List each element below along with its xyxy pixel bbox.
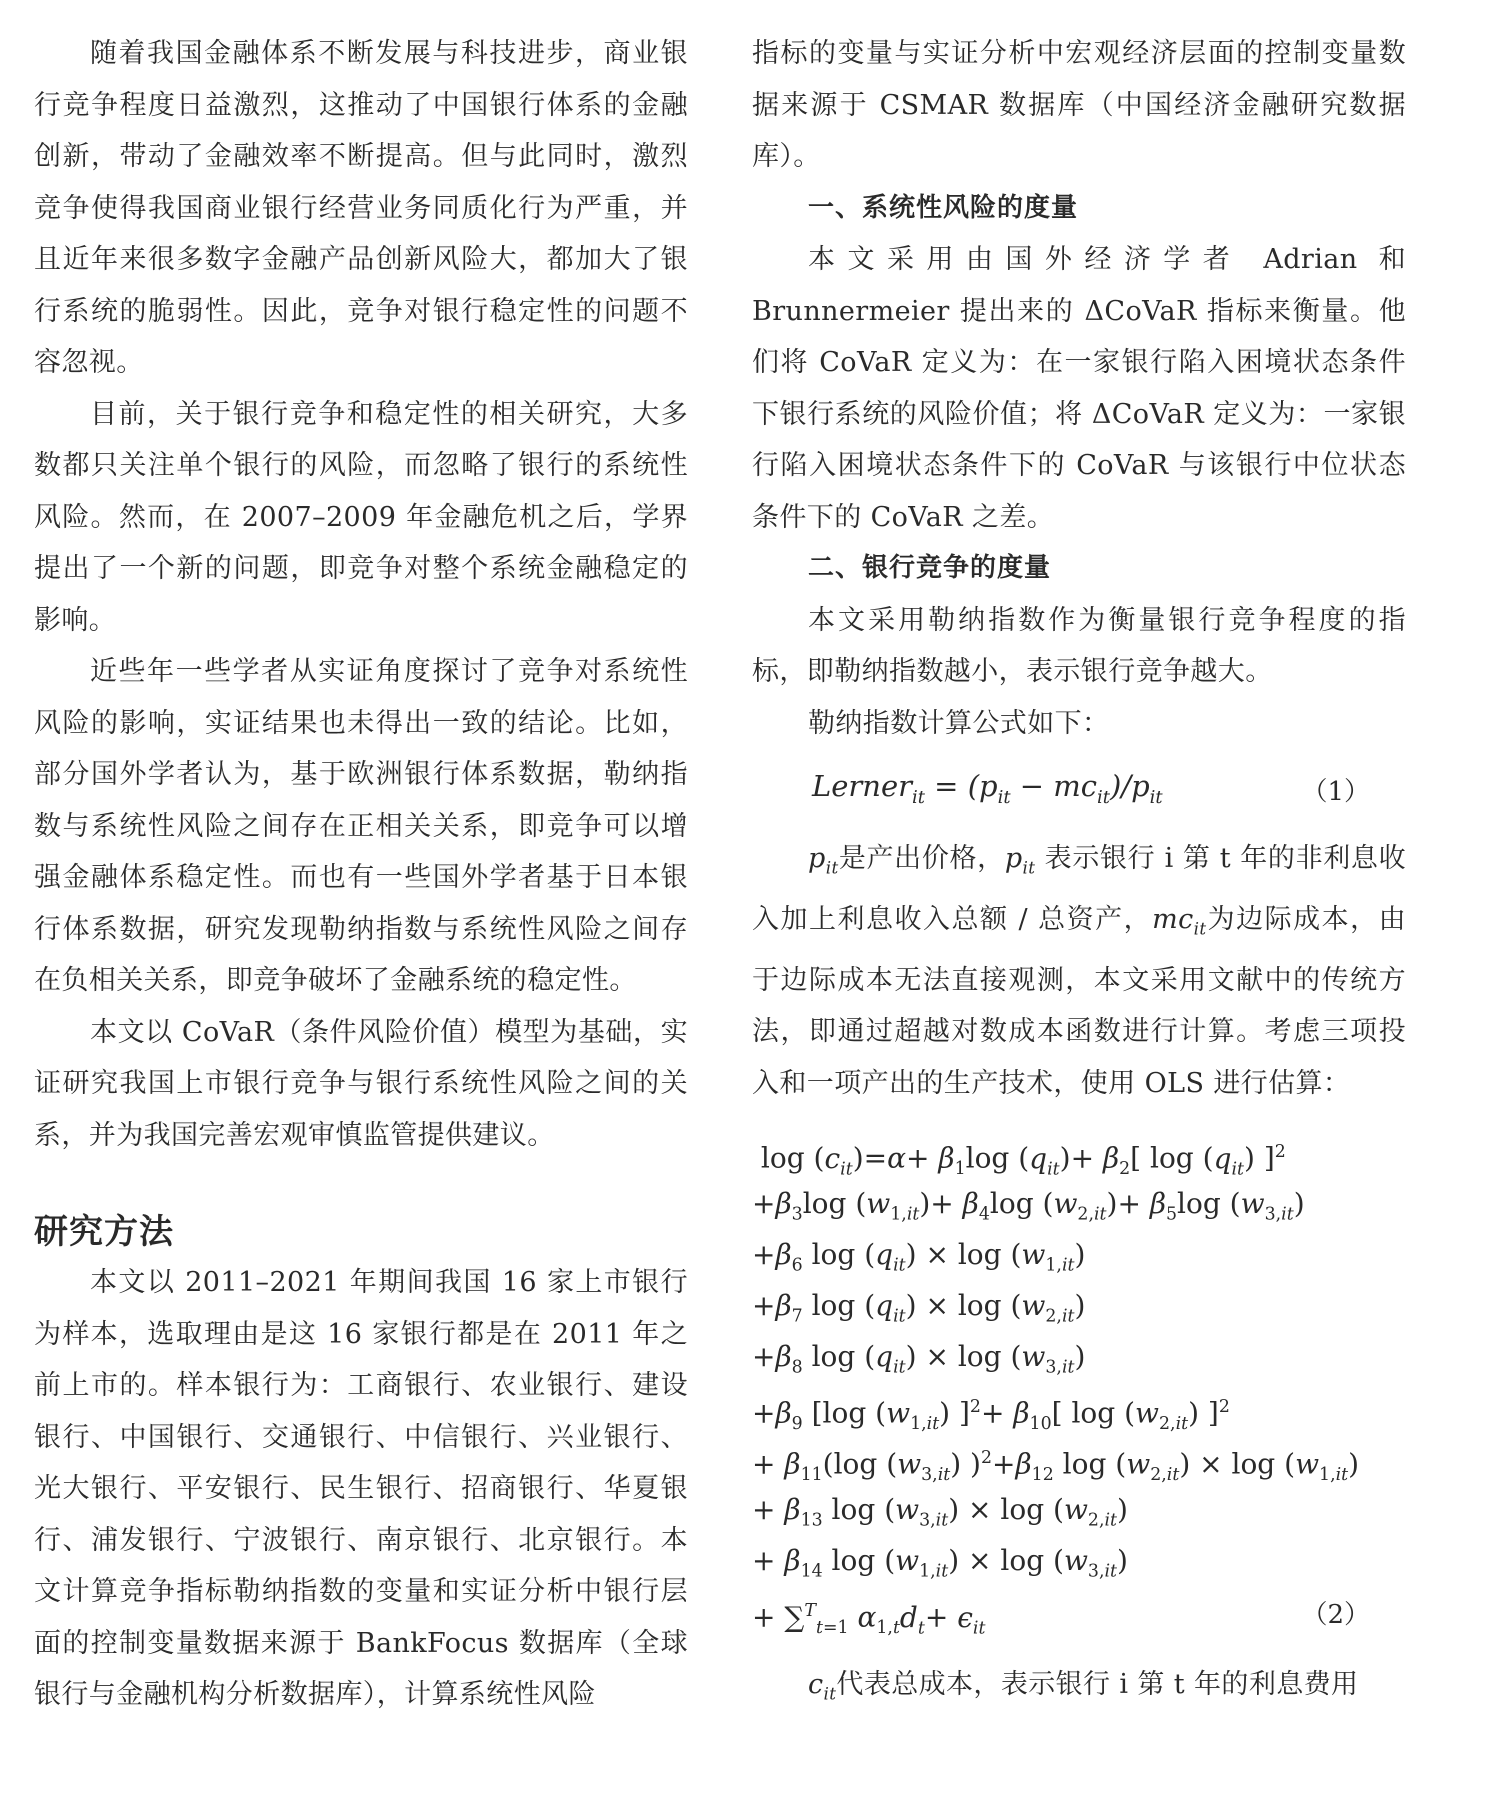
lerner-equation	[752, 757, 1406, 829]
translog-cost-equation	[752, 1127, 1406, 1637]
right-column	[752, 28, 1406, 1720]
translog-line-10: + ∑$^T_{t=1}$ $\alpha_{1,t}d_t+ \epsilon_{it}$	[752, 1600, 986, 1639]
translog-line-8: + $\beta_{13}$ $\log (w_{3,it}) \times \log (w_{2,it})$	[752, 1493, 1128, 1531]
symbol-mc-it: $mc_{it}$	[1152, 903, 1207, 939]
symbol-p-it: $p_{it}$	[808, 843, 839, 878]
methods-paragraph-continued: 指标的变量与实证分析中宏观经济层面的控制变量数据来源于 CSMAR 数据库（中国经济金融研究数据库）。	[752, 38, 1406, 172]
translog-line-9: + $\beta_{14}$ $\log (w_{1,it}) \times \log (w_{3,it})$	[752, 1544, 1128, 1582]
total-cost-paragraph: $c_{it}$代表总成本，表示银行 i 第 t 年的利息费用	[808, 1669, 1359, 1704]
intro-paragraph-3: 近些年一些学者从实证角度探讨了竞争对系统性风险的影响，实证结果也未得出一致的结论。比如，部分国外学者认为，基于欧洲银行体系数据，勒纳指数与系统性风险之间存在正相关关系，即竞争可以增强金融体系稳定性。而也有一些国外学者基于日本银行体系数据，研究发现勒纳指数与系统性风险之间存在负相关关系，即竞争破坏了金融系统的稳定性。	[34, 656, 688, 996]
methods-paragraph-1: 本文以 2011–2021 年期间我国 16 家上市银行为样本，选取理由是这 16 家银行都是在 2011 年之前上市的。样本银行为：工商银行、农业银行、建设银行、中国银行、交通银行、中信银行、兴业银行、光大银行、平安银行、民生银行、招商银行、华夏银行、浦发银行、宁波银行、南京银行、北京银行。本文计算竞争指标勒纳指数的变量和实证分析中银行层面的控制变量数据来源于 BankFocus 数据库（全球银行与金融机构分析数据库），计算系统性风险	[34, 1267, 688, 1710]
equation-number-1: （1）	[1301, 777, 1370, 807]
symbol-c-it: $c_{it}$	[808, 1669, 837, 1704]
equation-number-2: （2）	[1301, 1600, 1370, 1631]
translog-line-3: $+\beta_6$ $\log (q_{it}) \times \log (w_{1,it})$	[752, 1238, 1086, 1276]
translog-line-7: + $\beta_{11}(\log$ $(w_{3,it})$ )$^2+\beta_{12}$ $\log (w_{2,it}) \times \log (w_{1,it})$	[752, 1447, 1360, 1486]
intro-paragraph-1: 随着我国金融体系不断发展与科技进步，商业银行竞争程度日益激烈，这推动了中国银行体系的金融创新，带动了金融效率不断提高。但与此同时，激烈竞争使得我国商业银行经营业务同质化行为严重，并且近年来很多数字金融产品创新风险大，都加大了银行系统的脆弱性。因此，竞争对银行稳定性的问题不容忽视。	[34, 38, 688, 378]
lerner-intro-paragraph: 本文采用勒纳指数作为衡量银行竞争程度的指标，即勒纳指数越小，表示银行竞争越大。	[752, 604, 1406, 687]
subsection-title-competition: 二、银行竞争的度量	[808, 553, 1052, 583]
lerner-variables-paragraph: $p_{it}$是产出价格，$p_{it}$ 表示银行 i 第 t 年的非利息收入加上利息收入总额 / 总资产，$mc_{it}$为边际成本，由于边际成本无法直接观测，本文采用文献中的传统方法，即通过超越对数成本函数进行计算。考虑三项投入和一项产出的生产技术，使用 OLS 进行估算：	[752, 843, 1406, 1099]
covar-paragraph: 本文采用由国外经济学者 Adrian 和 Brunnermeier 提出来的 ΔCoVaR 指标来衡量。他们将 CoVaR 定义为：在一家银行陷入困境状态条件下银行系统的风险价值；将 ΔCoVaR 定义为：一家银行陷入困境状态条件下的 CoVaR 与该银行中位状态条件下的 CoVaR 之差。	[752, 244, 1406, 533]
subsection-title-systemic-risk: 一、系统性风险的度量	[808, 192, 1079, 223]
symbol-p-it-2: $p_{it}$	[1004, 843, 1036, 878]
translog-line-2: $+\beta_3\log$ $(w_{1,it})+ \beta_4\log$ $(w_{2,it})+ \beta_5\log$ $(w_{3,it})$	[752, 1187, 1305, 1225]
intro-paragraph-4: 本文以 CoVaR（条件风险价值）模型为基础，实证研究我国上市银行竞争与银行系统性风险之间的关系，并为我国完善宏观审慎监管提供建议。	[34, 1016, 688, 1151]
translog-line-6: $+\beta_9$ [log $(w_{1,it})$ ]$^2+ \beta_{10}$[ $\log (w_{2,it})$ ]$^2$	[752, 1396, 1230, 1435]
lerner-formula: Lerner$_{it}$ = $(p_{it} - mc_{it})/p_{it}$	[812, 769, 1163, 808]
left-column	[34, 28, 688, 1721]
intro-paragraph-2: 目前，关于银行竞争和稳定性的相关研究，大多数都只关注单个银行的风险，而忽略了银行的系统性风险。然而，在 2007–2009 年金融危机之后，学界提出了一个新的问题，即竞争对整个系统金融稳定的影响。	[34, 398, 688, 636]
translog-line-1: $\log (c_{it})=\alpha+ \beta_1\log$ $(q_{it})+ \beta_2$[ $\log (q_{it})$ ]$^2$	[752, 1141, 1286, 1180]
lerner-formula-lead: 勒纳指数计算公式如下：	[808, 707, 1110, 739]
section-title-methods: 研究方法	[34, 1212, 174, 1252]
translog-line-5: $+\beta_8$ $\log (q_{it}) \times \log (w_{3,it})$	[752, 1340, 1086, 1378]
translog-line-4: $+\beta_7$ $\log (q_{it}) \times \log (w_{2,it})$	[752, 1289, 1086, 1327]
